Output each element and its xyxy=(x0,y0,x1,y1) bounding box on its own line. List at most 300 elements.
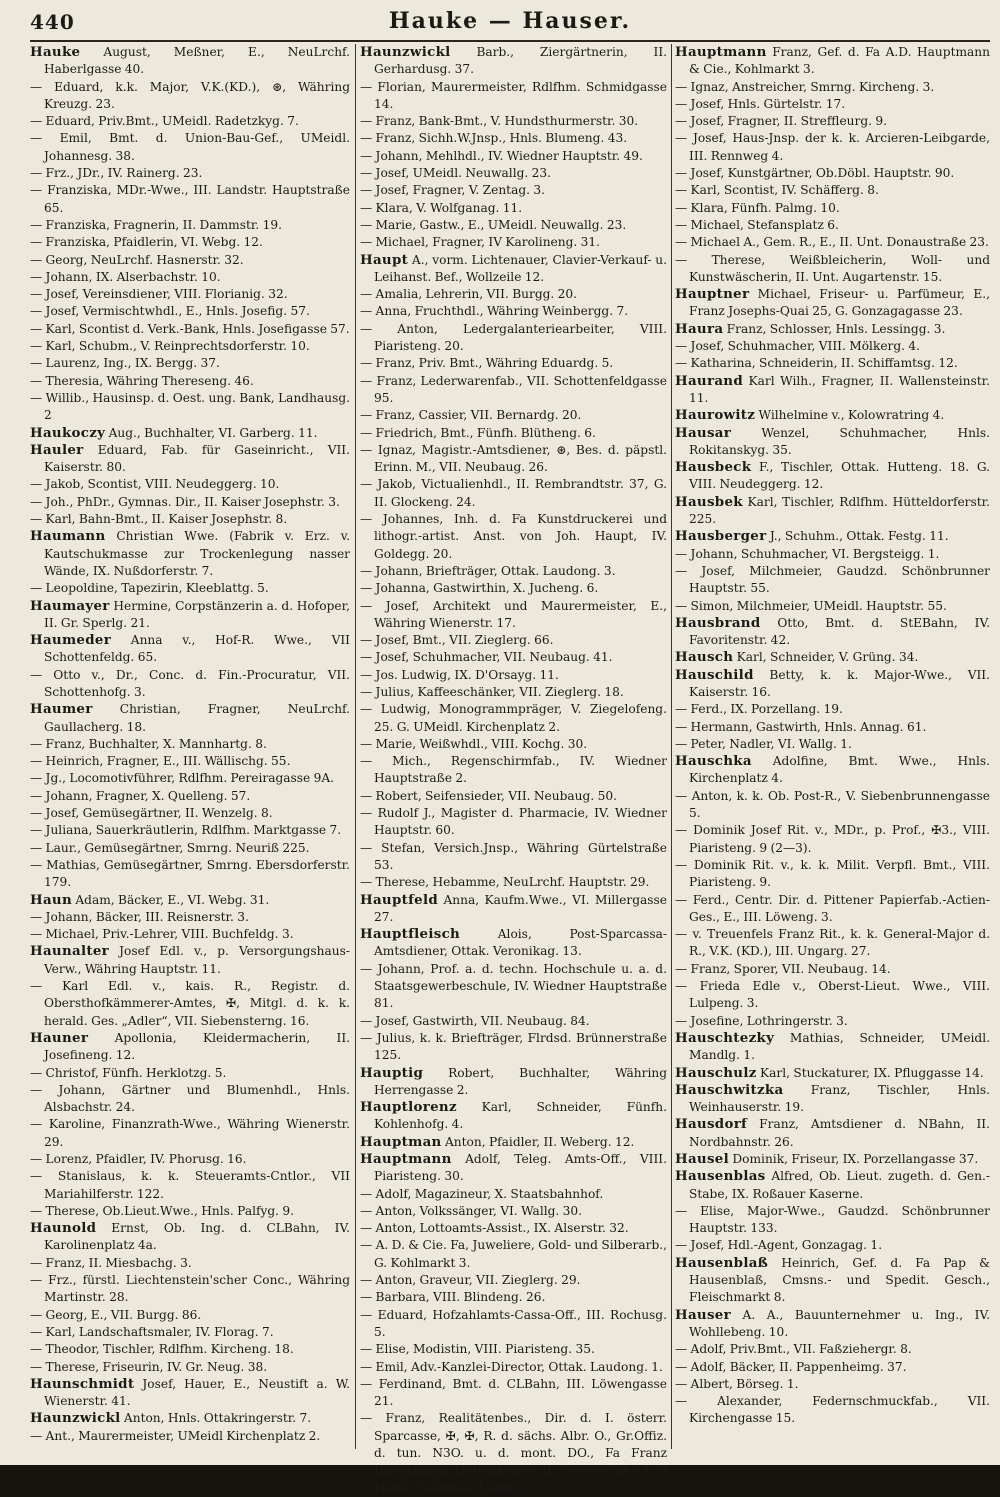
entry-surname: Hauschulz xyxy=(675,1064,757,1081)
directory-entry xyxy=(30,269,350,286)
entry-text: Dominik, Friseur, IX. Porzellangasse 37. xyxy=(732,1152,979,1166)
entry-text: — Josef, Hnls. Gürtelstr. 17. xyxy=(675,96,846,111)
entry-text: Karl Wilh., Fragner, II. Wallensteinstr. 11. xyxy=(689,373,990,405)
directory-entry xyxy=(30,1203,350,1220)
entry-text: — Emil, Adv.-Kanzlei-Director, Ottak. Laudong. 1. xyxy=(360,1359,663,1374)
directory-entry xyxy=(30,1272,350,1307)
entry-text: Otto, Bmt. d. StEBahn, IV. Favoritenstr. 42. xyxy=(689,615,990,648)
entry-text: Josef Edl. v., p. Versorgungshaus-Verw., Währing Hauptstr. 11. xyxy=(44,944,351,976)
directory-entry xyxy=(30,1376,350,1411)
column-divider xyxy=(671,44,672,1449)
directory-entry xyxy=(360,286,667,303)
directory-entry xyxy=(675,857,990,892)
directory-entry xyxy=(360,1151,667,1186)
entry-surname: Haura xyxy=(675,320,724,337)
directory-entry xyxy=(675,96,990,113)
directory-entry xyxy=(360,1307,667,1342)
entry-text: Karl, Stuckaturer, IX. Pfluggasse 14. xyxy=(760,1065,984,1080)
directory-entry xyxy=(30,390,350,425)
directory-entry xyxy=(30,892,350,909)
directory-entry xyxy=(30,252,350,269)
entry-text: — Juliana, Sauerkräutlerin, Rdlfhm. Marktgasse 7. xyxy=(30,823,342,838)
directory-entry xyxy=(30,909,350,926)
directory-entry xyxy=(675,892,990,927)
entry-text: — Michael A., Gem. R., E., II. Unt. Donaustraße 23. xyxy=(675,235,989,250)
directory-entry xyxy=(675,1307,990,1342)
directory-entry xyxy=(675,736,990,753)
entry-text: — Josef, Vereinsdiener, VIII. Florianig. 32. xyxy=(30,287,288,302)
directory-entry xyxy=(675,373,990,408)
directory-entry xyxy=(360,1376,667,1411)
entry-surname: Hauptman xyxy=(360,1133,442,1150)
header-rule xyxy=(30,40,990,42)
directory-entry xyxy=(360,892,667,927)
directory-entry xyxy=(30,113,350,130)
directory-entry xyxy=(675,978,990,1013)
entry-text: — Katharina, Schneiderin, II. Schiffamtsg. 12. xyxy=(675,356,958,371)
entry-text: — Friedrich, Bmt., Fünfh. Blütheng. 6. xyxy=(360,425,596,440)
entry-text: — Anna, Fruchthdl., Währing Weinbergg. 7. xyxy=(360,304,629,319)
entry-text: — Josefine, Lothringerstr. 3. xyxy=(675,1013,848,1028)
page-header xyxy=(30,6,990,40)
directory-entry xyxy=(360,580,667,597)
directory-entry xyxy=(675,165,990,182)
entry-text: Aug., Buchhalter, VI. Garberg. 11. xyxy=(108,425,318,440)
entry-text: — Therese, Hebamme, NeuLrchf. Hauptstr. 29. xyxy=(360,875,650,890)
entry-text: — Frz., fürstl. Liechtenstein'scher Conc., Währing Martinstr. 28. xyxy=(30,1273,350,1305)
entry-surname: Hauschka xyxy=(675,753,752,770)
entry-text: — Julius, Kaffeeschänker, VII. Zieglerg. 18. xyxy=(360,684,624,699)
entry-text: Adam, Bäcker, E., VI. Webg. 31. xyxy=(75,892,270,907)
entry-surname: Hausberger xyxy=(675,528,767,545)
directory-entry xyxy=(675,563,990,598)
entry-text: — Ferd., IX. Porzellang. 19. xyxy=(675,702,843,717)
directory-entry xyxy=(360,667,667,684)
directory-entry xyxy=(30,736,350,753)
directory-entry xyxy=(30,1065,350,1082)
directory-entry xyxy=(675,1203,990,1238)
entry-surname: Hauptfleisch xyxy=(360,926,461,943)
directory-entry xyxy=(675,200,990,217)
entry-surname: Hauke xyxy=(30,44,81,60)
entry-surname: Hausbek xyxy=(675,493,743,510)
directory-entry xyxy=(30,425,350,442)
entry-text: Wenzel, Schuhmacher, Hnls. Rokitanskyg. 35. xyxy=(689,425,990,457)
entry-text: — Adolf, Magazineur, X. Staatsbahnhof. xyxy=(360,1186,604,1201)
entry-text: — Karl, Landschaftsmaler, IV. Florag. 7. xyxy=(30,1324,274,1339)
entry-text: Karl, Schneider, Fünfh. Kohlenhofg. 4. xyxy=(374,1100,668,1132)
entry-text: Franz, Amtsdiener d. NBahn, II. Nordbahnstr. 26. xyxy=(689,1117,990,1149)
entry-surname: Haumayer xyxy=(30,597,110,614)
directory-entry xyxy=(30,632,350,667)
directory-entry xyxy=(360,79,667,114)
directory-entry xyxy=(30,805,350,822)
directory-entry xyxy=(675,1376,990,1393)
entry-text: — Franz, II. Miesbachg. 3. xyxy=(30,1255,192,1270)
directory-entry xyxy=(360,701,667,736)
directory-entry xyxy=(360,736,667,753)
directory-entry xyxy=(360,1186,667,1203)
entry-text: Christian, Fragner, NeuLrchf. Gaullacherg. 18. xyxy=(44,702,350,734)
entry-text: — Jos. Ludwig, IX. D'Orsayg. 11. xyxy=(360,667,559,682)
directory-entry xyxy=(360,1272,667,1289)
entry-text: — Theresia, Währing Thereseng. 46. xyxy=(30,373,254,388)
entry-text: — Josef, Schuhmacher, VII. Neubaug. 41. xyxy=(360,650,613,665)
entry-text: — Franz, Sichh.W.Jnsp., Hnls. Blumeng. 43. xyxy=(360,131,628,146)
directory-entry xyxy=(675,788,990,823)
entry-text: — Jakob, Scontist, VIII. Neudeggerg. 10. xyxy=(30,477,280,492)
entry-text: — Laurenz, Ing., IX. Bergg. 37. xyxy=(30,356,220,371)
entry-surname: Hausch xyxy=(675,649,734,666)
entry-text: — Johann, Gärtner und Blumenhdl., Hnls. Alsbachstr. 24. xyxy=(30,1082,350,1115)
entry-text: Anton, Pfaidler, II. Weberg. 12. xyxy=(444,1134,635,1149)
directory-entry xyxy=(675,615,990,650)
entry-text: Hermine, Corpstänzerin a. d. Hofoper, II. Gr. Sperlg. 21. xyxy=(44,598,350,630)
entry-text: — Johann, IX. Alserbachstr. 10. xyxy=(30,269,221,284)
directory-entry xyxy=(360,303,667,320)
directory-entry xyxy=(360,926,667,961)
directory-entry xyxy=(675,44,990,79)
entry-text: — v. Treuenfels Franz Rit., k. k. General-Major d. R., V.K. (KD.), III. Ungarg. 27. xyxy=(675,927,990,959)
directory-entry xyxy=(30,1410,350,1427)
directory-entry xyxy=(30,494,350,511)
column-divider xyxy=(355,44,356,1449)
directory-entry xyxy=(675,701,990,718)
directory-entry xyxy=(30,1324,350,1341)
directory-entry xyxy=(675,286,990,321)
entry-text: — Johann, Briefträger, Ottak. Laudong. 3. xyxy=(360,563,616,578)
entry-text: Alfred, Ob. Lieut. zugeth. d. Gen.-Stabe, IX. Roßauer Kaserne. xyxy=(689,1169,990,1201)
entry-text: Karl, Tischler, Rdlfhm. Hütteldorferstr. 225. xyxy=(689,494,991,527)
directory-entry xyxy=(30,701,350,736)
directory-entry xyxy=(30,1255,350,1272)
entry-text: — Albert, Börseg. 1. xyxy=(675,1376,799,1391)
entry-text: August, Meßner, E., NeuLrchf. Haberlgasse 40. xyxy=(44,45,350,77)
entry-text: — Georg, NeuLrchf. Hasnerstr. 32. xyxy=(30,252,244,267)
entry-text: — Johann, Prof. a. d. techn. Hochschule u. a. d. Staatsgewerbeschule, IV. Wiedner Hauptstraße 81. xyxy=(360,961,667,1011)
entry-surname: Haupt xyxy=(360,251,409,268)
entry-text: Mathias, Schneider, UMeidl. Mandlg. 1. xyxy=(689,1030,990,1063)
directory-entry xyxy=(30,822,350,839)
entry-text: — Josef, Schuhmacher, VIII. Mölkerg. 4. xyxy=(675,339,921,354)
directory-entry xyxy=(360,805,667,840)
entry-text: — Klara, V. Wolfganag. 11. xyxy=(360,200,523,215)
directory-entry xyxy=(360,200,667,217)
directory-entry xyxy=(30,978,350,1030)
entry-surname: Hauptner xyxy=(675,286,750,303)
page-number: 440 xyxy=(30,10,75,34)
entry-text: — Franz, Buchhalter, X. Mannhartg. 8. xyxy=(30,736,267,751)
entry-text: — Amalia, Lehrerin, VII. Burgg. 20. xyxy=(360,287,578,302)
directory-entry xyxy=(360,148,667,165)
entry-text: — Franziska, MDr.-Wwe., III. Landstr. Hauptstraße 65. xyxy=(30,183,350,215)
directory-entry xyxy=(30,1341,350,1358)
directory-entry xyxy=(675,130,990,165)
directory-entry xyxy=(30,79,350,114)
directory-entry xyxy=(30,926,350,943)
entry-text: — Ignaz, Magistr.-Amtsdiener, ⊛, Bes. d. päpstl. Erinn. M., VII. Neubaug. 26. xyxy=(360,442,667,475)
directory-entry xyxy=(675,598,990,615)
entry-surname: Haurand xyxy=(675,372,743,389)
directory-entry xyxy=(360,649,667,666)
entry-text: — Michael, Stefansplatz 6. xyxy=(675,217,839,232)
directory-entry xyxy=(360,961,667,1013)
entry-text: — Johann, Fragner, X. Quelleng. 57. xyxy=(30,788,251,803)
directory-entry xyxy=(360,217,667,234)
entry-text: — Ferdinand, Bmt. d. CLBahn, III. Löwengasse 21. xyxy=(360,1376,667,1409)
entry-surname: Hauptig xyxy=(360,1064,424,1081)
entry-surname: Hauptlorenz xyxy=(360,1099,457,1116)
directory-entry xyxy=(675,217,990,234)
entry-text: Ernst, Ob. Ing. d. CLBahn, IV. Karolinenplatz 4a. xyxy=(44,1221,350,1253)
entry-text: — Franz, Realitätenbes., Dir. d. I. österr. Sparcasse, ✠, ✠, R. d. sächs. Albr. O., Gr.Offiz. d. tun. N3O. u. d. mont. DO., Fa Franz Hauptmann, Hotelpächter, II. Praterstraße 7, G Hotel „Goldenes Lamm“. xyxy=(360,1411,667,1495)
directory-entry xyxy=(30,165,350,182)
column-3 xyxy=(675,44,990,1454)
directory-entry xyxy=(30,476,350,493)
directory-entry xyxy=(675,1237,990,1254)
entry-text: — Franz, Bank-Bmt., V. Hundsthurmerstr. 30. xyxy=(360,114,639,129)
directory-entry xyxy=(360,113,667,130)
directory-entry xyxy=(30,1307,350,1324)
directory-entry xyxy=(675,1013,990,1030)
entry-text: — Julius, k. k. Briefträger, Flrdsd. Brünnerstraße 125. xyxy=(360,1030,667,1063)
entry-text: — Mathias, Gemüsegärtner, Smrng. Ebersdorferstr. 179. xyxy=(30,857,350,890)
entry-text: — Frz., JDr., IV. Rainerg. 23. xyxy=(30,166,203,181)
entry-text: — Joh., PhDr., Gymnas. Dir., II. Kaiser Josephstr. 3. xyxy=(30,494,340,509)
entry-surname: Haunalter xyxy=(30,943,110,960)
directory-entry xyxy=(30,1116,350,1151)
entry-text: — Barbara, VIII. Blindeng. 26. xyxy=(360,1290,546,1305)
directory-entry xyxy=(675,252,990,287)
entry-surname: Haukoczy xyxy=(30,424,106,441)
directory-entry xyxy=(360,1359,667,1376)
entry-text: Josef, Hauer, E., Neustift a. W. Wienerstr. 41. xyxy=(44,1376,350,1409)
directory-entry xyxy=(360,165,667,182)
entry-text: — Karl, Scontist, IV. Schäfferg. 8. xyxy=(675,183,879,198)
entry-text: Betty, k. k. Major-Wwe., VII. Kaiserstr. 16. xyxy=(689,667,990,699)
entry-text: — Josef, Gemüsegärtner, II. Wenzelg. 8. xyxy=(30,806,273,821)
entry-text: — Franz, Lederwarenfab., VII. Schottenfeldgasse 95. xyxy=(360,373,667,405)
entry-text: — Christof, Fünfh. Herklotzg. 5. xyxy=(30,1065,227,1080)
directory-entry xyxy=(675,1065,990,1082)
entry-text: A., vorm. Lichtenauer, Clavier-Verkauf- u. Leihanst. Bef., Wollzeile 12. xyxy=(374,252,667,284)
entry-text: Apollonia, Kleidermacherin, II. Josefineng. 12. xyxy=(44,1030,351,1063)
directory-entry xyxy=(360,44,667,79)
directory-entry xyxy=(360,511,667,563)
directory-entry xyxy=(675,822,990,857)
entry-text: — Josef, Vermischtwhdl., E., Hnls. Josefig. 57. xyxy=(30,304,310,319)
directory-entry xyxy=(30,511,350,528)
directory-entry xyxy=(360,1341,667,1358)
entry-text: — Johann, Schuhmacher, VI. Bergsteigg. 1. xyxy=(675,546,940,561)
entry-surname: Hausar xyxy=(675,424,732,441)
entry-text: Christian Wwe. (Fabrik v. Erz. v. Kautschukmasse zur Trockenlegung nasser Wände, IX. Nußdorferstr. 7. xyxy=(44,529,351,578)
directory-entry xyxy=(30,286,350,303)
directory-entry xyxy=(360,442,667,477)
entry-text: — Josef, Architekt und Maurermeister, E., Währing Wienerstr. 17. xyxy=(360,598,667,630)
entry-text: — Josef, Milchmeier, Gaudzd. Schönbrunner Hauptstr. 55. xyxy=(675,563,990,596)
entry-surname: Haunzwickl xyxy=(30,1410,121,1427)
entry-text: — Stefan, Versich.Jnsp., Währing Gürtelstraße 53. xyxy=(360,840,667,872)
entry-text: — Karoline, Finanzrath-Wwe., Währing Wienerstr. 29. xyxy=(30,1117,350,1149)
directory-entry xyxy=(360,373,667,408)
directory-entry xyxy=(30,1168,350,1203)
entry-text: — Anton, Volkssänger, VI. Wallg. 30. xyxy=(360,1203,583,1218)
entry-text: — Ignaz, Anstreicher, Smrng. Kircheng. 3. xyxy=(675,79,935,94)
entry-text: — Dominik Josef Rit. v., MDr., p. Prof., ✠3., VIII. Piaristeng. 9 (2—3). xyxy=(675,823,990,855)
directory-entry xyxy=(30,840,350,857)
directory-entry xyxy=(675,355,990,372)
entry-surname: Hauschtezky xyxy=(675,1029,775,1046)
entry-text: — Franz, Priv. Bmt., Währing Eduardg. 5. xyxy=(360,356,614,371)
directory-entry xyxy=(675,1168,990,1203)
directory-entry xyxy=(30,373,350,390)
directory-entry xyxy=(360,840,667,875)
entry-surname: Haumann xyxy=(30,528,106,545)
directory-entry xyxy=(675,1116,990,1151)
directory-entry xyxy=(675,321,990,338)
entry-text: — Karl, Bahn-Bmt., II. Kaiser Josephstr. 8. xyxy=(30,512,288,527)
directory-entry xyxy=(30,442,350,477)
column-1 xyxy=(30,44,350,1454)
entry-text: Adolfine, Bmt. Wwe., Hnls. Kirchenplatz 4. xyxy=(689,754,991,786)
directory-entry xyxy=(360,1134,667,1151)
directory-entry xyxy=(360,598,667,633)
entry-text: — Johannes, Inh. d. Fa Kunstdruckerei und lithogr.-artist. Anst. von Joh. Haupt, IV. Goldegg. 20. xyxy=(360,512,667,561)
directory-entry xyxy=(360,1237,667,1272)
directory-entry xyxy=(360,684,667,701)
entry-text: — Otto v., Dr., Conc. d. Fin.-Procuratur, VII. Schottenhofg. 3. xyxy=(30,667,350,699)
directory-entry xyxy=(30,580,350,597)
entry-text: Franz, Schlosser, Hnls. Lessingg. 3. xyxy=(726,321,946,336)
entry-text: — Karl, Scontist d. Verk.-Bank, Hnls. Josefigasse 57. xyxy=(30,321,350,336)
directory-entry xyxy=(360,1410,667,1496)
entry-text: — Ludwig, Monogrammpräger, V. Ziegelofeng. 25. G. UMeidl. Kirchenplatz 2. xyxy=(360,702,667,734)
directory-entry xyxy=(675,1359,990,1376)
entry-text: Karl, Schneider, V. Grüng. 34. xyxy=(736,650,919,665)
directory-entry xyxy=(30,321,350,338)
directory-entry xyxy=(675,1341,990,1358)
directory-entry xyxy=(30,1030,350,1065)
directory-entry xyxy=(360,476,667,511)
entry-text: — Josef, UMeidl. Neuwallg. 23. xyxy=(360,166,552,181)
entry-text: — Mich., Regenschirmfab., IV. Wiedner Hauptstraße 2. xyxy=(360,754,667,786)
entry-surname: Hauschild xyxy=(675,666,754,683)
entry-surname: Hauler xyxy=(30,441,84,458)
entry-text: — Georg, E., VII. Burgg. 86. xyxy=(30,1307,202,1322)
entry-text: — Michael, Fragner, IV Karolineng. 31. xyxy=(360,235,601,250)
directory-entry xyxy=(360,1220,667,1237)
directory-entry xyxy=(675,1255,990,1307)
entry-text: — Johann, Mehlhdl., IV. Wiedner Hauptstr. 49. xyxy=(360,148,643,163)
directory-entry xyxy=(675,182,990,199)
directory-entry xyxy=(30,788,350,805)
directory-entry xyxy=(360,632,667,649)
directory-entry xyxy=(675,113,990,130)
directory-entry xyxy=(30,1151,350,1168)
entry-surname: Haun xyxy=(30,891,72,908)
entry-text: — Lorenz, Pfaidler, IV. Phorusg. 16. xyxy=(30,1152,247,1166)
directory-entry xyxy=(30,667,350,702)
entry-text: — Emil, Bmt. d. Union-Bau-Gef., UMeidl. Johannesg. 38. xyxy=(30,131,350,163)
directory-entry xyxy=(360,1099,667,1134)
entry-text: — Therese, Friseurin, IV. Gr. Neug. 38. xyxy=(30,1359,268,1374)
entry-text: — Therese, Weißbleicherin, Woll- und Kunstwäscherin, II. Unt. Augartenstr. 15. xyxy=(675,252,990,284)
entry-text: — Josef, Kunstgärtner, Ob.Döbl. Hauptstr. 90. xyxy=(675,166,955,181)
entry-text: — Johanna, Gastwirthin, X. Jucheng. 6. xyxy=(360,581,599,596)
directory-entry xyxy=(360,1013,667,1030)
directory-entry xyxy=(675,1393,990,1428)
entry-text: — Eduard, Priv.Bmt., UMeidl. Radetzkyg. 7. xyxy=(30,114,299,129)
directory-entry xyxy=(30,598,350,633)
entry-text: — Rudolf J., Magister d. Pharmacie, IV. Wiedner Hauptstr. 60. xyxy=(360,806,667,838)
entry-text: Anton, Hnls. Ottakringerstr. 7. xyxy=(123,1411,312,1426)
directory-entry xyxy=(675,719,990,736)
directory-entry xyxy=(675,649,990,666)
entry-text: — Josef, Hdl.-Agent, Gonzagag. 1. xyxy=(675,1238,883,1253)
directory-entry xyxy=(675,1082,990,1117)
directory-entry xyxy=(360,753,667,788)
entry-text: — Elise, Major-Wwe., Gaudzd. Schönbrunner Hauptstr. 133. xyxy=(675,1203,990,1236)
directory-entry xyxy=(675,1030,990,1065)
directory-entry xyxy=(360,182,667,199)
entry-text: Franz, Tischler, Hnls. Weinhauserstr. 19. xyxy=(689,1082,991,1115)
directory-entry xyxy=(675,79,990,96)
entry-text: Franz, Gef. d. Fa A.D. Hauptmann & Cie., Kohlmarkt 3. xyxy=(689,45,990,77)
entry-text: — Florian, Maurermeister, Rdlfhm. Schmidgasse 14. xyxy=(360,79,667,111)
entry-text: — Peter, Nadler, VI. Wallg. 1. xyxy=(675,736,852,751)
directory-entry xyxy=(675,494,990,529)
entry-text: — Stanislaus, k. k. Steueramts-Cntlor., VII Mariahilferstr. 122. xyxy=(30,1169,350,1201)
entry-surname: Hauschwitzka xyxy=(675,1081,784,1098)
entry-text: — Simon, Milchmeier, UMeidl. Hauptstr. 55. xyxy=(675,598,947,613)
directory-entry xyxy=(30,1220,350,1255)
directory-entry xyxy=(30,770,350,787)
entry-text: — Hermann, Gastwirth, Hnls. Annag. 61. xyxy=(675,719,927,734)
directory-entry xyxy=(360,130,667,147)
entry-text: — Anton, Graveur, VII. Zieglerg. 29. xyxy=(360,1273,581,1288)
entry-text: J., Schuhm., Ottak. Festg. 11. xyxy=(769,529,949,544)
directory-entry xyxy=(360,321,667,356)
entry-text: — Heinrich, Fragner, E., III. Wällischg. 55. xyxy=(30,754,291,769)
directory-entry xyxy=(360,788,667,805)
directory-entry xyxy=(30,217,350,234)
directory-entry xyxy=(675,234,990,251)
directory-entry xyxy=(30,1082,350,1117)
entry-text: — Franz, Cassier, VII. Bernardg. 20. xyxy=(360,408,582,423)
entry-text: — Josef, Bmt., VII. Zieglerg. 66. xyxy=(360,633,554,648)
entry-text: — Anton, Lottoamts-Assist., IX. Alserstr. 32. xyxy=(360,1221,629,1236)
entry-text: Michael, Friseur- u. Parfümeur, E., Franz Josephs-Quai 25, G. Gonzagagasse 23. xyxy=(689,287,990,319)
entry-text: — Marie, Gastw., E., UMeidl. Neuwallg. 23. xyxy=(360,217,627,232)
entry-text: — Josef, Fragner, V. Zentag. 3. xyxy=(360,183,546,198)
entry-surname: Hauptmann xyxy=(360,1151,452,1167)
directory-entry xyxy=(675,926,990,961)
directory-entry xyxy=(30,130,350,165)
entry-text: — Jakob, Victualienhdl., II. Rembrandtstr. 37, G. II. Glockeng. 24. xyxy=(360,477,667,509)
directory-entry xyxy=(30,1428,350,1445)
entry-text: Eduard, Fab. für Gaseinricht., VII. Kaiserstr. 80. xyxy=(44,442,350,475)
entry-text: — Dominik Rit. v., k. k. Milit. Verpfl. Bmt., VIII. Piaristeng. 9. xyxy=(675,857,990,890)
directory-entry xyxy=(30,303,350,320)
entry-text: — Therese, Ob.Lieut.Wwe., Hnls. Palfyg. 9. xyxy=(30,1203,295,1218)
entry-text: — Josef, Haus-Jnsp. der k. k. Arcieren-Leibgarde, III. Rennweg 4. xyxy=(675,131,990,163)
entry-text: — Franz, Sporer, VII. Neubaug. 14. xyxy=(675,961,891,976)
entry-text: Anna, Kaufm.Wwe., VI. Millergasse 27. xyxy=(374,892,667,924)
directory-entry xyxy=(360,1289,667,1306)
entry-text: — Adolf, Bäcker, II. Pappenheimg. 37. xyxy=(675,1359,907,1374)
directory-entry xyxy=(360,1203,667,1220)
